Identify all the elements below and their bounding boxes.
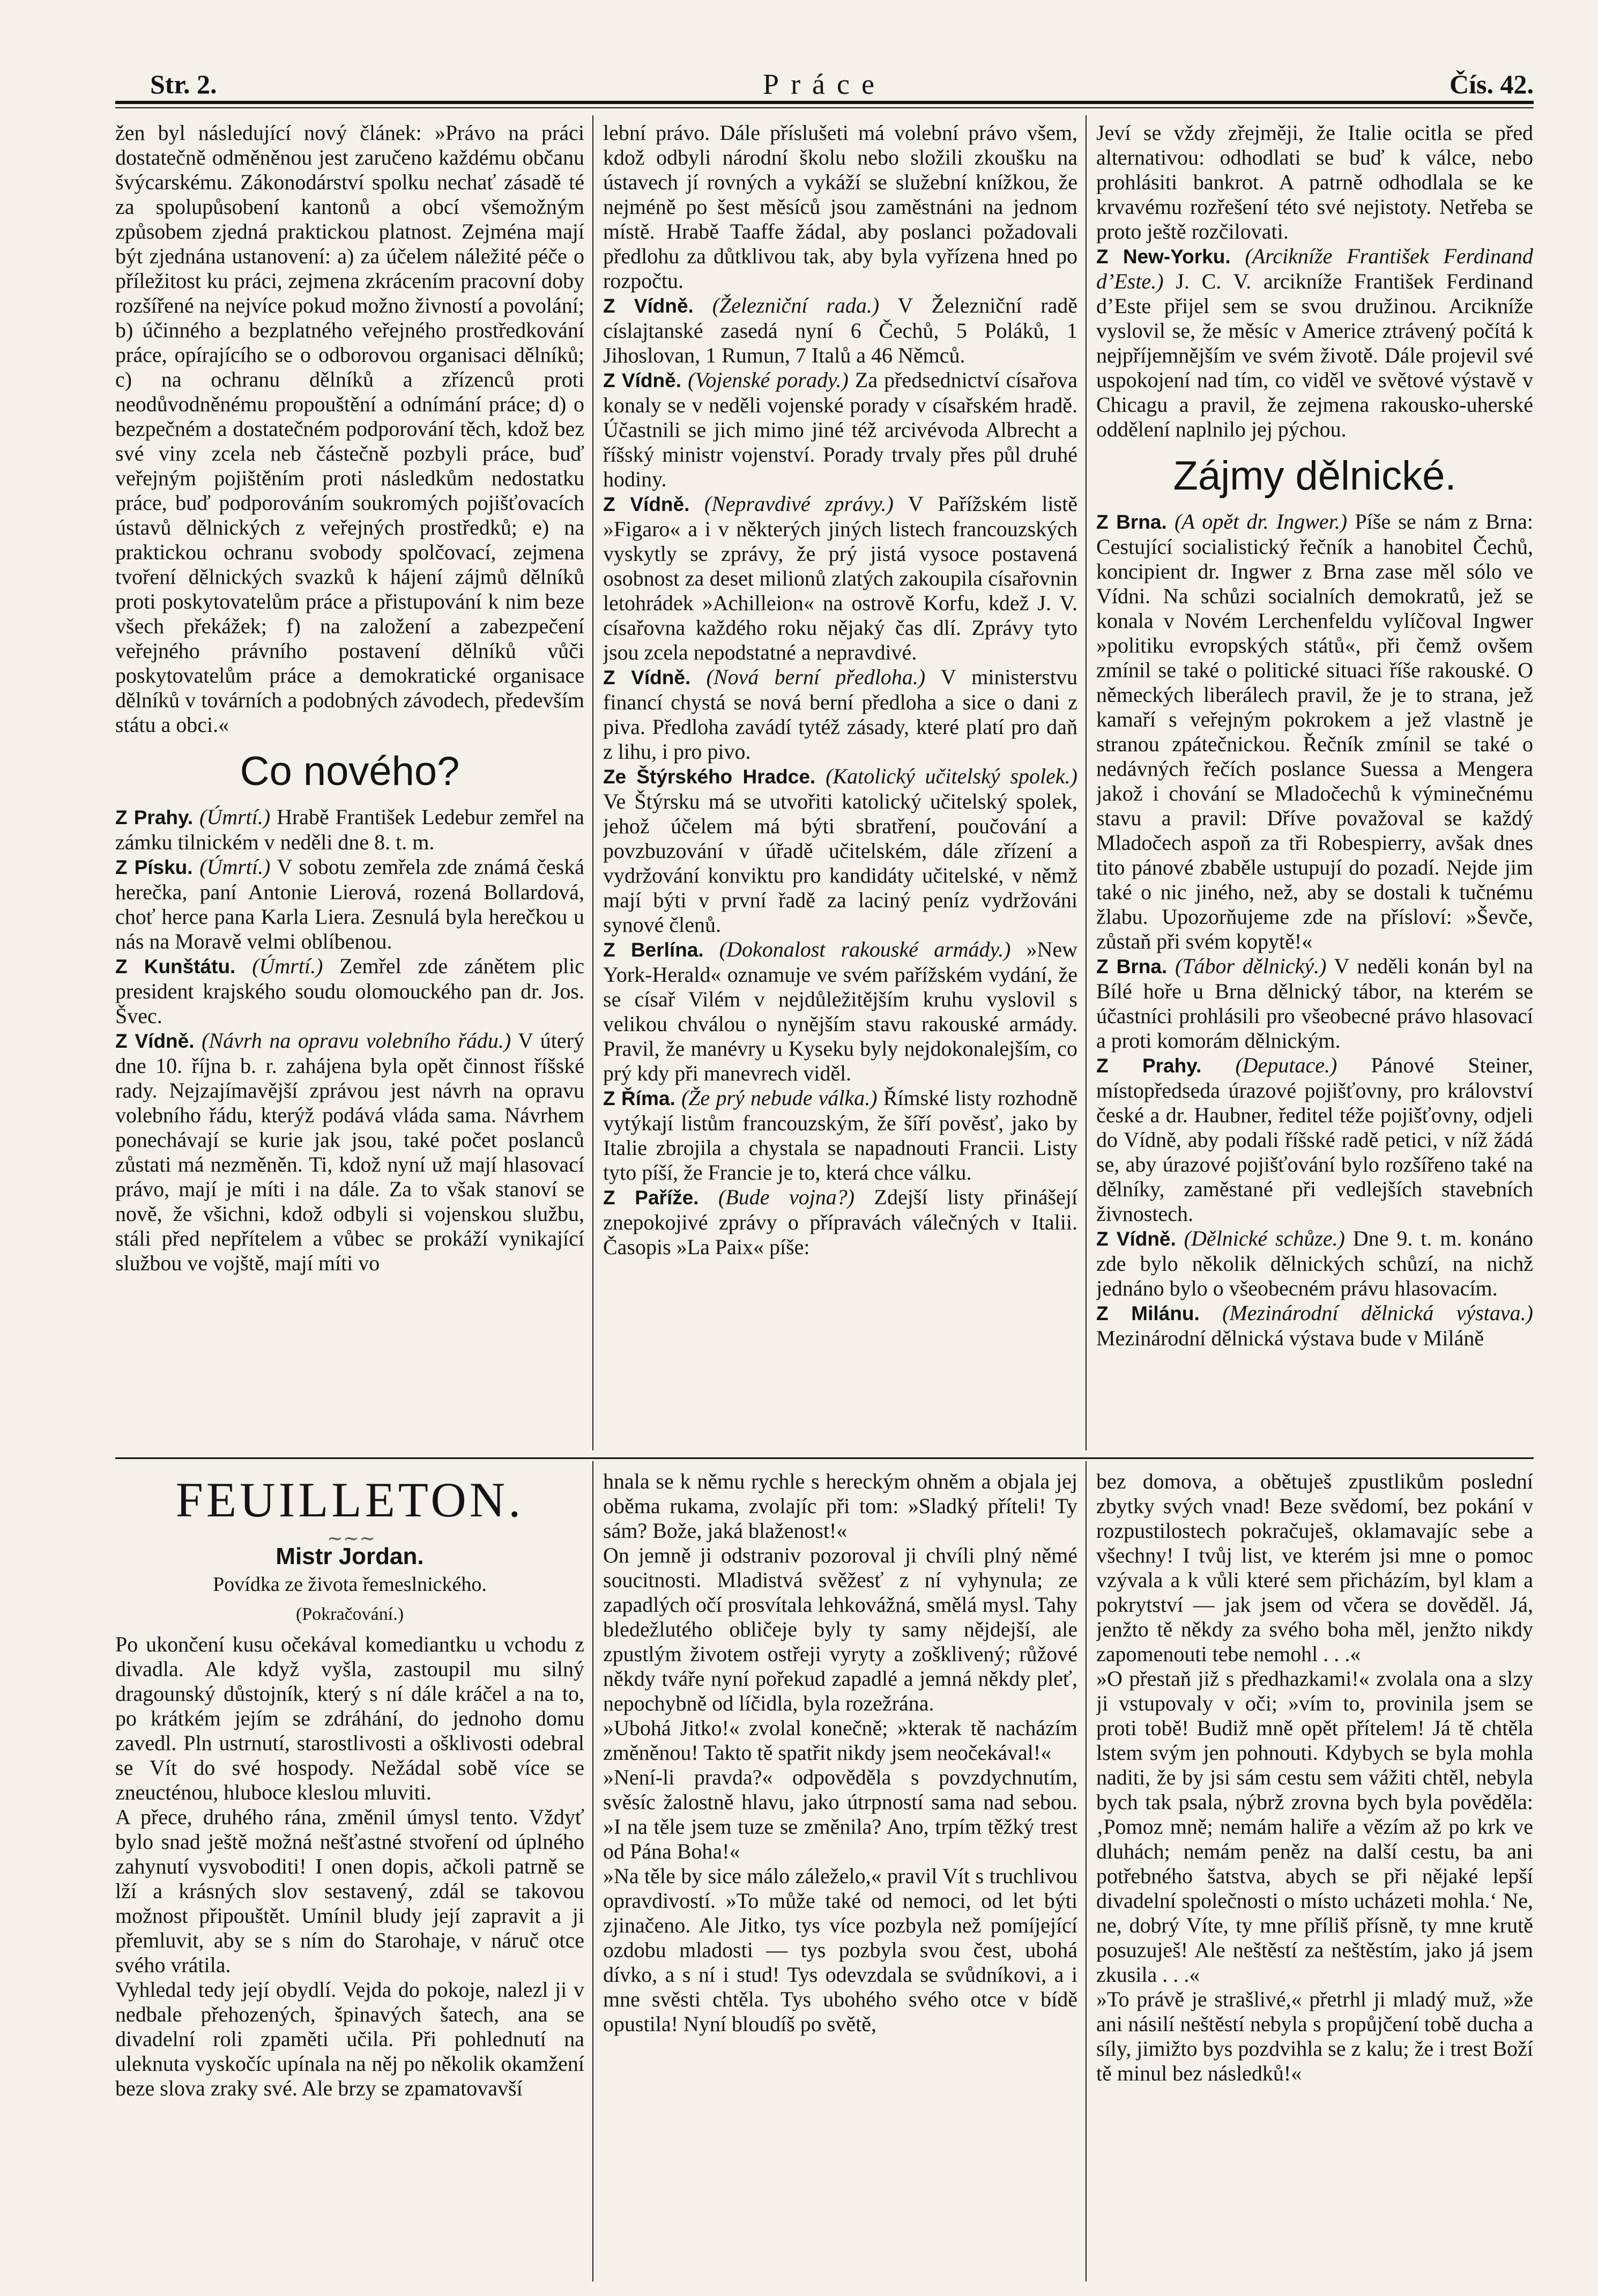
feuilleton-column-1 xyxy=(115,1544,584,2287)
feuilleton-paragraph: »Ubohá Jitko!« zvolal konečně; »kterak tě nacházím změněnou! Takto tě spatřit nikdy jsem neočekával!« xyxy=(603,1716,1077,1765)
news-text: V sobotu zemřela zde známá česká herečka, paní Antonie Lierová, rozená Bollardová, choť herce pana Karla Liera. Zesnulá byla herečkou u nás na Moravě velmi oblíbenou. xyxy=(115,855,584,953)
feuilleton-paragraph: bez domova, a obětuješ zpustlikům poslední zbytky svých vnad! Beze svědomí, bez pokání v rozpustilostech pokračuješ, oklamavajíc sebe a všechny! I tvůj list, ve kterém jsi mne o pomoc vzývala a k vůli které sem přicházím, byl klam a pokrytství — jak jsem od včera se dověděl. Já, jenžto tě někdy za svého boha měl, jenžto nikdy zapomenouti tebe nemohl . . .« xyxy=(1096,1469,1533,1666)
column-divider xyxy=(592,1461,593,2282)
news-location: Z Prahy. xyxy=(115,806,194,828)
news-text: V neděli konán byl na Bílé hoře u Brna dělnický tábor, na kterém se účastníci prohlásili pro všeobecné právo hlasovací a proti komorám dělnickým. xyxy=(1096,954,1533,1053)
section-title: Co nového? xyxy=(240,749,460,794)
feuilleton-paragraph: A přece, druhého rána, změnil úmysl tento. Vždyť bylo snad ještě možná nešťastné stvoření od úplného zahynutí vysvoboditi! I onen dopis, ačkoli patrně se lží a krásných slov sestavený, zdál se takovou možnost připouštět. Umínil bludy její zapravit a ji přemluvit, aby se s ním do Starohaje, v náruč otce svého vrátila. xyxy=(115,1805,584,1977)
news-tag: (Bude vojna?) xyxy=(718,1185,855,1209)
news-item xyxy=(603,665,1077,764)
news-text: Zemřel zde zánětem plic president krajského soudu olomouckého pan dr. Jos. Švec. xyxy=(115,954,584,1028)
article-text: Jeví se vždy zřejměji, že Italie ocitla se před alternativou: odhodlati se buď k válce, nebo prohlásiti bankrot. A patrně odhodlala se ke krvavému rozřešení této své nejistoty. Netřeba se proto ještě rozčilovati. xyxy=(1096,121,1533,243)
news-tag: (Dokonalost rakouské armády.) xyxy=(719,937,1011,961)
news-item xyxy=(1096,1053,1533,1226)
news-text: »New York-Herald« oznamuje ve svém pařížském vydání, že se císař Vilém v nejdůležitějším kruhu vyslovil s velikou chválou o nynějším stavu rakouské armády. Pravil, že manévry u Kyseku byly nejdokonalejším, co prý kdy při manevrech viděl. xyxy=(603,937,1077,1085)
news-location: Z Vídně. xyxy=(603,295,694,317)
news-location: Z Říma. xyxy=(603,1087,675,1109)
news-tag: (Arcikníže František Ferdinand d’Este.) xyxy=(1096,244,1533,293)
feuilleton-paragraph: hnala se k němu rychle s hereckým ohněm a objala jej oběma rukama, zvolajíc při tom: »Sladký příteli! Ty sám? Bože, jaká blaženost!« xyxy=(603,1469,1077,1543)
news-text: J. C. V. arcikníže František Ferdinand d’Este přijel sem se svou družinou. Arcikníže vyslovil se, že měsíc v Americe ztrávený počítá k nejpříjemnějším ve svém životě. Dále projevil své uspokojení nad tím, co viděl ve světové výstavě v Chicagu a pravil, že zejmena rakousko-uherské oddělení naplnilo jej pýchou. xyxy=(1096,269,1533,441)
article-text: lební právo. Dále příslušeti má volební právo všem, kdož odbyli národní školu nebo složili zkoušku na ústavech jí rovných a vykáží se služební knížkou, že nejméně po šest měsíců jsou zaměstnáni na jednom místě. Hrabě Taaffe žádal, aby poslanci požadovali předlohu za důtklivou tak, aby byla vyřízena hned po rozpočtu. xyxy=(603,121,1077,293)
news-text: V Pařížském listě »Figaro« a i v některých jiných listech francouzských vyskytly se zprávy, že prý jistá vysoce postavená osobnost za deset milionů zlatých zakoupila císařovnin letohrádek »Achilleion« na ostrově Korfu, kdež J. V. císařovna každého roku nějaký čas dlí. Zprávy tyto jsou zcela nepodstatné a nepravdivé. xyxy=(603,492,1077,664)
news-tag: (Nepravdivé zprávy.) xyxy=(704,492,894,516)
news-tag: (Úmrtí.) xyxy=(199,805,271,829)
news-text: Mezinárodní dělnická výstava bude v Miláně xyxy=(1096,1326,1484,1350)
header-rule xyxy=(115,101,1534,104)
ornament-icon: ∼∼∼ xyxy=(326,1528,376,1549)
news-tag: (Tábor dělnický.) xyxy=(1175,954,1327,978)
news-text: Za předsednictví císařova konaly se v neděli vojenské porady v císařském hradě. Účastnili se jich mimo jiné též arcivévoda Albrecht a říšský ministr vojenství. Porady trvaly přes půl druhé hodiny. xyxy=(603,368,1077,491)
newspaper-title: Práce xyxy=(763,68,886,100)
feuilleton-title: FEUILLETON. xyxy=(175,1472,524,1527)
news-location: Z Písku. xyxy=(115,856,193,878)
news-text: V ministerstvu financí chystá se nová berní předloha a sice o dani z piva. Předloha zavádí tytéž zásady, které platí pro daň z lihu, i pro pivo. xyxy=(603,665,1077,764)
news-item xyxy=(603,764,1077,937)
news-text: Zdejší listy přinášejí znepokojivé zprávy o přípravách válečných v Italii. Časopis »La Paix« píše: xyxy=(603,1185,1077,1259)
news-tag: (Že prý nebude válka.) xyxy=(681,1086,878,1110)
news-text: V Železniční radě císlajtanské zasedá nyní 6 Čechů, 5 Poláků, 1 Jihoslovan, 1 Rumun, 7 Italů a 46 Němců. xyxy=(603,293,1077,367)
news-tag: (Železniční rada.) xyxy=(712,293,880,317)
news-item xyxy=(1096,509,1533,954)
feuilleton-paragraph: On jemně ji odstraniv pozoroval ji chvíli plný němé soucitnosti. Mladistvá svěžesť z ní vyhynula; ze zapadlých očí prosvítala lehkovážná, smělá mysl. Tahy bledežlutého obličeje byly ty samy nějdejší, ale zpustlým životem ostřeji vyryty a zošklivený; růžové někdy tváře nyní pořekud zapadlé a jemná někdy pleť, nepochybně od líčidla, byla rozežrána. xyxy=(603,1543,1077,1715)
news-location: Z Brna. xyxy=(1096,511,1167,533)
news-tag: (Dělnické schůze.) xyxy=(1184,1226,1345,1250)
news-item xyxy=(1096,1301,1533,1351)
feuilleton-paragraph: »To právě je strašlivé,« přetrhl ji mladý muž, »že ani násilí neštěstí nebyla s propůjčení tobě ducha a síly, jimižto bys pozdvihla se z kalu; že i trest Boží tě minul bez následků!« xyxy=(1096,1987,1533,2085)
feuilleton-author: Mistr Jordan. xyxy=(276,1544,424,1569)
news-location: Z Paříže. xyxy=(603,1187,699,1209)
news-location: Z Prahy. xyxy=(1096,1055,1202,1077)
news-item xyxy=(115,855,584,954)
news-item xyxy=(115,805,584,855)
feuilleton-paragraph: »Na těle by sice málo záleželo,« pravil Vít s truchlivou opravdivostí. »To může také od nemoci, od let býti zjinačeno. Ale Jitko, tys více pozbyla než pomíjející ozdobu mladosti — tys pozbyla svou čest, ubohá dívko, a s ní i stud! Tys odevzdala se svůdníkovi, a i mne svěsti chtěla. Tys ubohého svého otce v bídě opustila! Nyní bloudíš po světě, xyxy=(603,1864,1077,2036)
news-item xyxy=(115,954,584,1028)
column-divider xyxy=(1086,115,1087,1450)
news-text: Římské listy rozhodně vytýkají listům francouzským, že šíří pověsť, jako by Italie zbrojila a chystala se napadnouti Francii. Listy tyto píší, že Francie je to, která chce válku. xyxy=(603,1086,1077,1184)
column-divider xyxy=(592,115,593,1450)
feuilleton-rule xyxy=(115,1457,1534,1459)
feuilleton-paragraph: »Není-li pravda?« odpověděla s povzdychnutím, svěsíc žalostně hlavu, jako útrpností sama nad sebou. »I na těle jsem tuze se změnila? Ano, trpím těžký trest od Pána Boha!« xyxy=(603,1765,1077,1863)
feuilleton-paragraph: Po ukončení kusu očekával komediantku u vchodu z divadla. Ale když vyšla, zastoupil mu silný dragounský důstojník, který s ní dále kráčel a na to, po krátkém jejím se zdráhání, do jednoho domu zavedl. Pln ustrnutí, starostlivosti a ošklivosti odebral se Vít do své hospody. Nežádal sobě více se zneucténou, hluboce kleslou mluviti. xyxy=(115,1632,584,1804)
news-item xyxy=(1096,244,1533,442)
news-tag: (Vojenské porady.) xyxy=(688,368,849,392)
feuilleton-subtitle: Povídka ze života řemeslnického. xyxy=(213,1573,487,1596)
news-text: Dne 9. t. m. konáno zde bylo několik dělnických schůzí, na nichž jednáno bylo o všeobecném právu hlasovacím. xyxy=(1096,1226,1533,1300)
column-divider xyxy=(1086,1461,1087,2282)
news-location: Z Vídně. xyxy=(603,369,681,391)
news-text: Hrabě František Ledebur zemřel na zámku tilnickém v neděli dne 8. t. m. xyxy=(115,805,584,854)
news-item xyxy=(603,492,1077,665)
news-location: Z Kunštátu. xyxy=(115,956,236,977)
news-tag: (Úmrtí.) xyxy=(199,855,271,879)
issue-number: Čís. 42. xyxy=(1450,69,1534,99)
news-item xyxy=(603,1086,1077,1185)
news-tag: (Návrh na opravu volebního řádu.) xyxy=(202,1028,511,1053)
news-item xyxy=(603,368,1077,492)
news-text: Píše se nám z Brna: Cestující socialistický řečník a hanobitel Čechů, koncipient dr. Ingwer z Brna zase měl sólo ve Vídni. Na schůzi socialních demokratů, jež se konala v Novém Lerchenfeldu vylíčoval Ingwer »politiku evropských států«, při čemž ovšem zmínil se také o politické situaci říše rakouské. O německých liberálech pravil, že je to strana, jež kamaří s veřejným pokrokem a jež vlastně je stranou zpátečnickou. Řečník zmínil se také o nedávných řečích poslance Suessa a Mengera jakož i chování se Mladočechů k výminečnému stavu a pravil: Dříve považoval se každý Mladočech aspoň za tři Robespierry, avšak dnes tito pánové zbaběle ustupují do pozadí. Nejde jim také o nic jiného, než, aby se dostali k tučnému žlabu. Upozorňujeme zde na přísloví: »Ševče, zůstaň při svém kopytě!« xyxy=(1096,509,1533,953)
news-text: Pánové Steiner, místopředseda úrazové pojišťovny, pro království české a dr. Haubner, ředitel téže pojišťovny, odjeli do Vídně, aby podali říšské radě petici, v níž žádá se, aby úrazové pojišťování bylo rozšířeno také na dělníky, zaměstané při vedlejších stavebních živnostech. xyxy=(1096,1053,1533,1226)
page-number: Str. 2. xyxy=(150,69,217,99)
article-column-1 xyxy=(115,121,584,1453)
feuilleton-continuation: (Pokračování.) xyxy=(295,1604,404,1624)
news-location: Z Milánu. xyxy=(1096,1302,1200,1324)
article-text: žen byl následující nový článek: »Právo na práci dostatečně odměněnou jest zaručeno každému občanu švýcarskému. Zákonodárství spolku nechať zásadě té za spolupůsobení kantonů a obcí všemožným způsobem zjedná praktickou platnost. Zejména mají být zjednána ustanovení: a) za účelem náležité péče o příležitost ku práci, zejmena zkrácením pracovní doby rozšířené na nejvíce pokud možno živností a povolání; b) účinného a bezplatného veřejného prostředkování práce, opírajícího se o odborovou organisaci dělníků; c) na ochranu dělníků a zřízenců proti neodůvodněnému propouštění a odnímání práce; d) o bezpečném a dostatečném podporování těch, kdož bez své viny zcela neb částečně pozbyli práce, buď veřejným pojištěním proti následkům nedostatku práce, buď podporováním soukromých pojišťovacích ústavů dělnických z veřejných prostředků; e) na praktickou ochranu svobody spolčovací, zejmena tvoření dělnických svazků k hájení zájmů dělníků proti poskytovatelům práce a přistupování k nim beze všech překážek; f) na založení a zabezpečení veřejného právního postavení dělníků vůči poskytovatelům práce a demokratické organisace dělníků v továrních a podobných závodech, především státu a obci.« xyxy=(115,121,584,737)
news-item xyxy=(603,937,1077,1086)
news-item xyxy=(603,1185,1077,1260)
news-location: Ze Štýrského Hradce. xyxy=(603,766,816,788)
article-column-2 xyxy=(603,121,1077,1453)
news-location: Z Vídně. xyxy=(115,1030,195,1052)
feuilleton-paragraph: »O přestaň již s předhazkami!« zvolala ona a slzy ji vstupovaly v oči; »vím to, provinila jsem se proti tobě! Budiž mně opět přítelem! Já tě chtěla lstem svým jen pohnouti. Kdybych se byla mohla naditi, že by jsi sám cestu sem vážiti chtěl, nebyla bych tak psala, nýbrž zrovna bych byla pověděla: ‚Pomoz mně; nemám haliře a vězím až po krk ve dluhách; nemám peněz na další cestu, ba ani potřebného šatstva, abych se při nějaké lepší divadelní společnosti o místo ucházeti mohla.‘ Ne, ne, dobrý Víte, ty mne příliš přísně, ty mne krutě posuzuješ! Ale neštěstí za neštěstím, jako já jsem zkusila . . .« xyxy=(1096,1667,1533,1987)
header-rule-thin xyxy=(115,107,1534,108)
news-item xyxy=(1096,954,1533,1053)
news-location: Z Vídně. xyxy=(603,493,690,515)
news-tag: (Mezinárodní dělnická výstava.) xyxy=(1222,1301,1533,1325)
news-tag: (Nová berní předloha.) xyxy=(706,665,926,689)
news-location: Z Berlína. xyxy=(603,939,704,961)
news-location: Z Vídně. xyxy=(603,666,691,688)
news-item xyxy=(1096,1226,1533,1301)
feuilleton-column-3 xyxy=(1096,1469,1533,2287)
news-location: Z Brna. xyxy=(1096,956,1168,977)
article-column-3 xyxy=(1096,121,1533,1453)
news-item xyxy=(115,1028,584,1276)
news-tag: (Úmrtí.) xyxy=(252,954,323,978)
news-location: Z Vídně. xyxy=(1096,1228,1176,1250)
news-tag: (A opět dr. Ingwer.) xyxy=(1175,509,1348,534)
page-header xyxy=(115,63,1534,102)
news-item xyxy=(603,293,1077,368)
news-text: V úterý dne 10. října b. r. zahájena byla opět činnost říšské rady. Nejzajímavější zprávou jest návrh na opravu volebního řádu, kterýž podává vláda sama. Návrhem ponechávají se kurie jak jsou, také počet poslanců zůstati má nezměněn. Ti, kdož nyní už mají hlasovací právo, mají je míti i na dále. Za to však stanoví se nově, že všichni, kdož odbyli si vojenskou službu, stáli před nepřítelem a vůbec se prokáží vynikající službou ve vojště, mají míti vo xyxy=(115,1028,584,1275)
feuilleton-column-2 xyxy=(603,1469,1077,2287)
news-location: Z New-Yorku. xyxy=(1096,246,1231,268)
news-tag: (Katolický učitelský spolek.) xyxy=(826,764,1077,788)
feuilleton-paragraph: Vyhledal tedy její obydlí. Vejda do pokoje, nalezl ji v nedbale přehozených, špinavých šatech, ana se divadelní roli zpaměti učila. Při pohlednutí na uleknuta vyskočíc upínala na něj po několik okamžení beze slova zraky své. Ale brzy se zpamatovavší xyxy=(115,1977,584,2100)
news-tag: (Deputace.) xyxy=(1235,1053,1337,1077)
news-text: Ve Štýrsku má se utvořiti katolický učitelský spolek, jehož účelem má býti sbratření, poučování a povzbuzování v úřadě učitelském, dále zřízení a vydržování konviktu pro kandidáty učitelské, v němž mají býti v první řadě za laciný peníz vydržováni synové členů. xyxy=(603,789,1077,937)
section-title: Zájmy dělnické. xyxy=(1173,453,1456,499)
